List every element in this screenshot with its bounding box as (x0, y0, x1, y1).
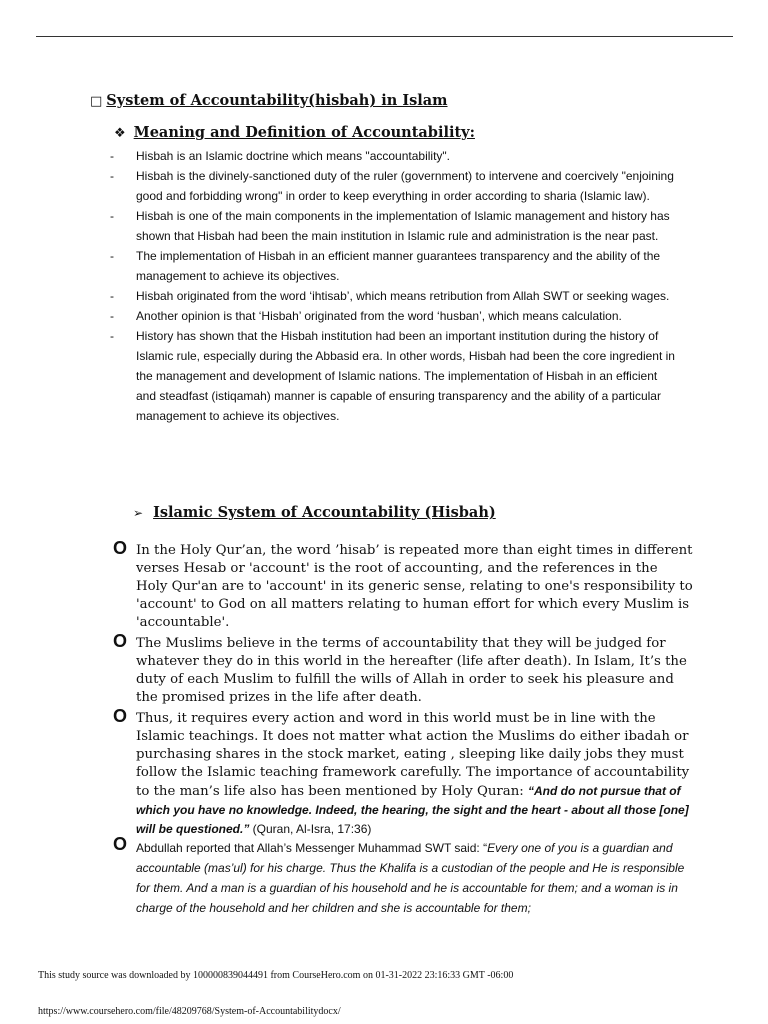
list-item: - Hisbah is one of the main components in the implementation of Islamic management and history has shown that Hisbah had been the main institution in Islamic rule and administration is the near past. (110, 209, 670, 243)
section-heading-meaning (114, 124, 475, 141)
quran-reference: (Quran, Al-Isra, 17:36) (249, 822, 372, 836)
hadith-quote: Every one of you is a guardian and accountable (mas’ul) for his charge. Thus the Khalifa is a custodian of the people and He is responsible for them. And a man is a guardian of his household and he is accountable for them; and a woman is in charge of the household and her children and she is accountable for them; (136, 841, 685, 915)
list-item: - Hisbah is the divinely-sanctioned duty of the ruler (government) to intervene and coercively "enjoining good and forbidding wrong" in order to keep everything in order according to sharia (Islamic law). (110, 169, 674, 203)
document-title (90, 92, 448, 109)
circle-bullet-icon: O (113, 834, 128, 854)
document-title-text: System of Accountability(hisbah) in Islam (106, 92, 448, 109)
circle-bullet-icon: O (113, 631, 128, 651)
list-item: - Hisbah is an Islamic doctrine which means "accountability". (110, 149, 450, 163)
paragraph-thus: O Thus, it requires every action and word in this world must be in line with the Islamic teachings. It does not matter what action the Muslims do either ibadah or purchasing shares in the stock market, eating , sleeping like daily jobs they must follow the Islamic teaching framework carefully. The importance of accountability to the man’s life also has been mentioned by Holy Quran: “And do not pursue that of which you have no knowledge. Indeed, the hearing, the sight and the heart - about all those [one] will be questioned.” (Quran, Al-Isra, 17:36) (113, 706, 690, 836)
quran-quote: “And do not pursue that of which you have no knowledge. Indeed, the hearing, the sight and the heart - about all those [one] will be questioned.” (136, 784, 689, 836)
circle-bullet-icon: O (113, 706, 128, 726)
paragraph-hadith: O Abdullah reported that Allah’s Messenger Muhammad SWT said: “Every one of you is a guardian and accountable (mas’ul) for his charge. Thus the Khalifa is a custodian of the people and He is responsible for them. And a man is a guardian of his household and he is accountable for them; and a woman is in charge of the household and her children and she is accountable for them; (113, 834, 685, 915)
definition-list (110, 146, 680, 426)
circle-bullet-icon: O (113, 538, 128, 558)
section-heading-system-text: Islamic System of Accountability (Hisbah) (153, 504, 496, 521)
arrow-bullet-icon: ➢ (133, 506, 144, 520)
section-heading-system (133, 504, 496, 521)
list-item: - Another opinion is that ‘Hisbah’ originated from the word ‘husban’, which means calculation. (110, 309, 622, 323)
list-item: - Hisbah originated from the word ‘ihtisab’, which means retribution from Allah SWT or seeking wages. (110, 289, 670, 303)
list-item: - The implementation of Hisbah in an efficient manner guarantees transparency and the ability of the management to achieve its objectives. (110, 249, 661, 283)
section-heading-meaning-text: Meaning and Definition of Accountability: (133, 124, 475, 141)
source-url: https://www.coursehero.com/file/48209768/System-of-Accountabilitydocx/ (38, 1006, 341, 1017)
paragraph-hisab: O In the Holy Qur’an, the word ’hisab’ is repeated more than eight times in different verses Hesab or 'account' is the root of accounting, and the references in the Holy Qur'an are to 'account' in its generic sense, relating to one's responsibility to 'account' to God on all matters relating to human effort for which every Muslim is 'accountable'. (113, 538, 693, 630)
checkbox-icon: □ (90, 94, 103, 109)
diamond-bullet-icon: ❖ (114, 126, 126, 141)
paragraph-muslims-believe: O The Muslims believe in the terms of accountability that they will be judged for whatever they do in this world in the hereafter (life after death). In Islam, It’s the duty of each Muslim to fulfill the wills of Allah in order to seek his pleasure and the promised prizes in the life after death. (113, 631, 687, 705)
top-divider (36, 36, 733, 37)
download-note: This study source was downloaded by 100000839044491 from CourseHero.com on 01-31-2022 23:16:33 GMT -06:00 (38, 970, 514, 981)
list-item: - History has shown that the Hisbah institution had been an important institution during the history of Islamic rule, especially during the Abbasid era. In other words, Hisbah had been the core ingredient in the management and development of Islamic nations. The implementation of Hisbah in an efficient and steadfast (istiqamah) manner is capable of ensuring transparency and the ability of a particular management to achieve its objectives. (110, 329, 675, 423)
